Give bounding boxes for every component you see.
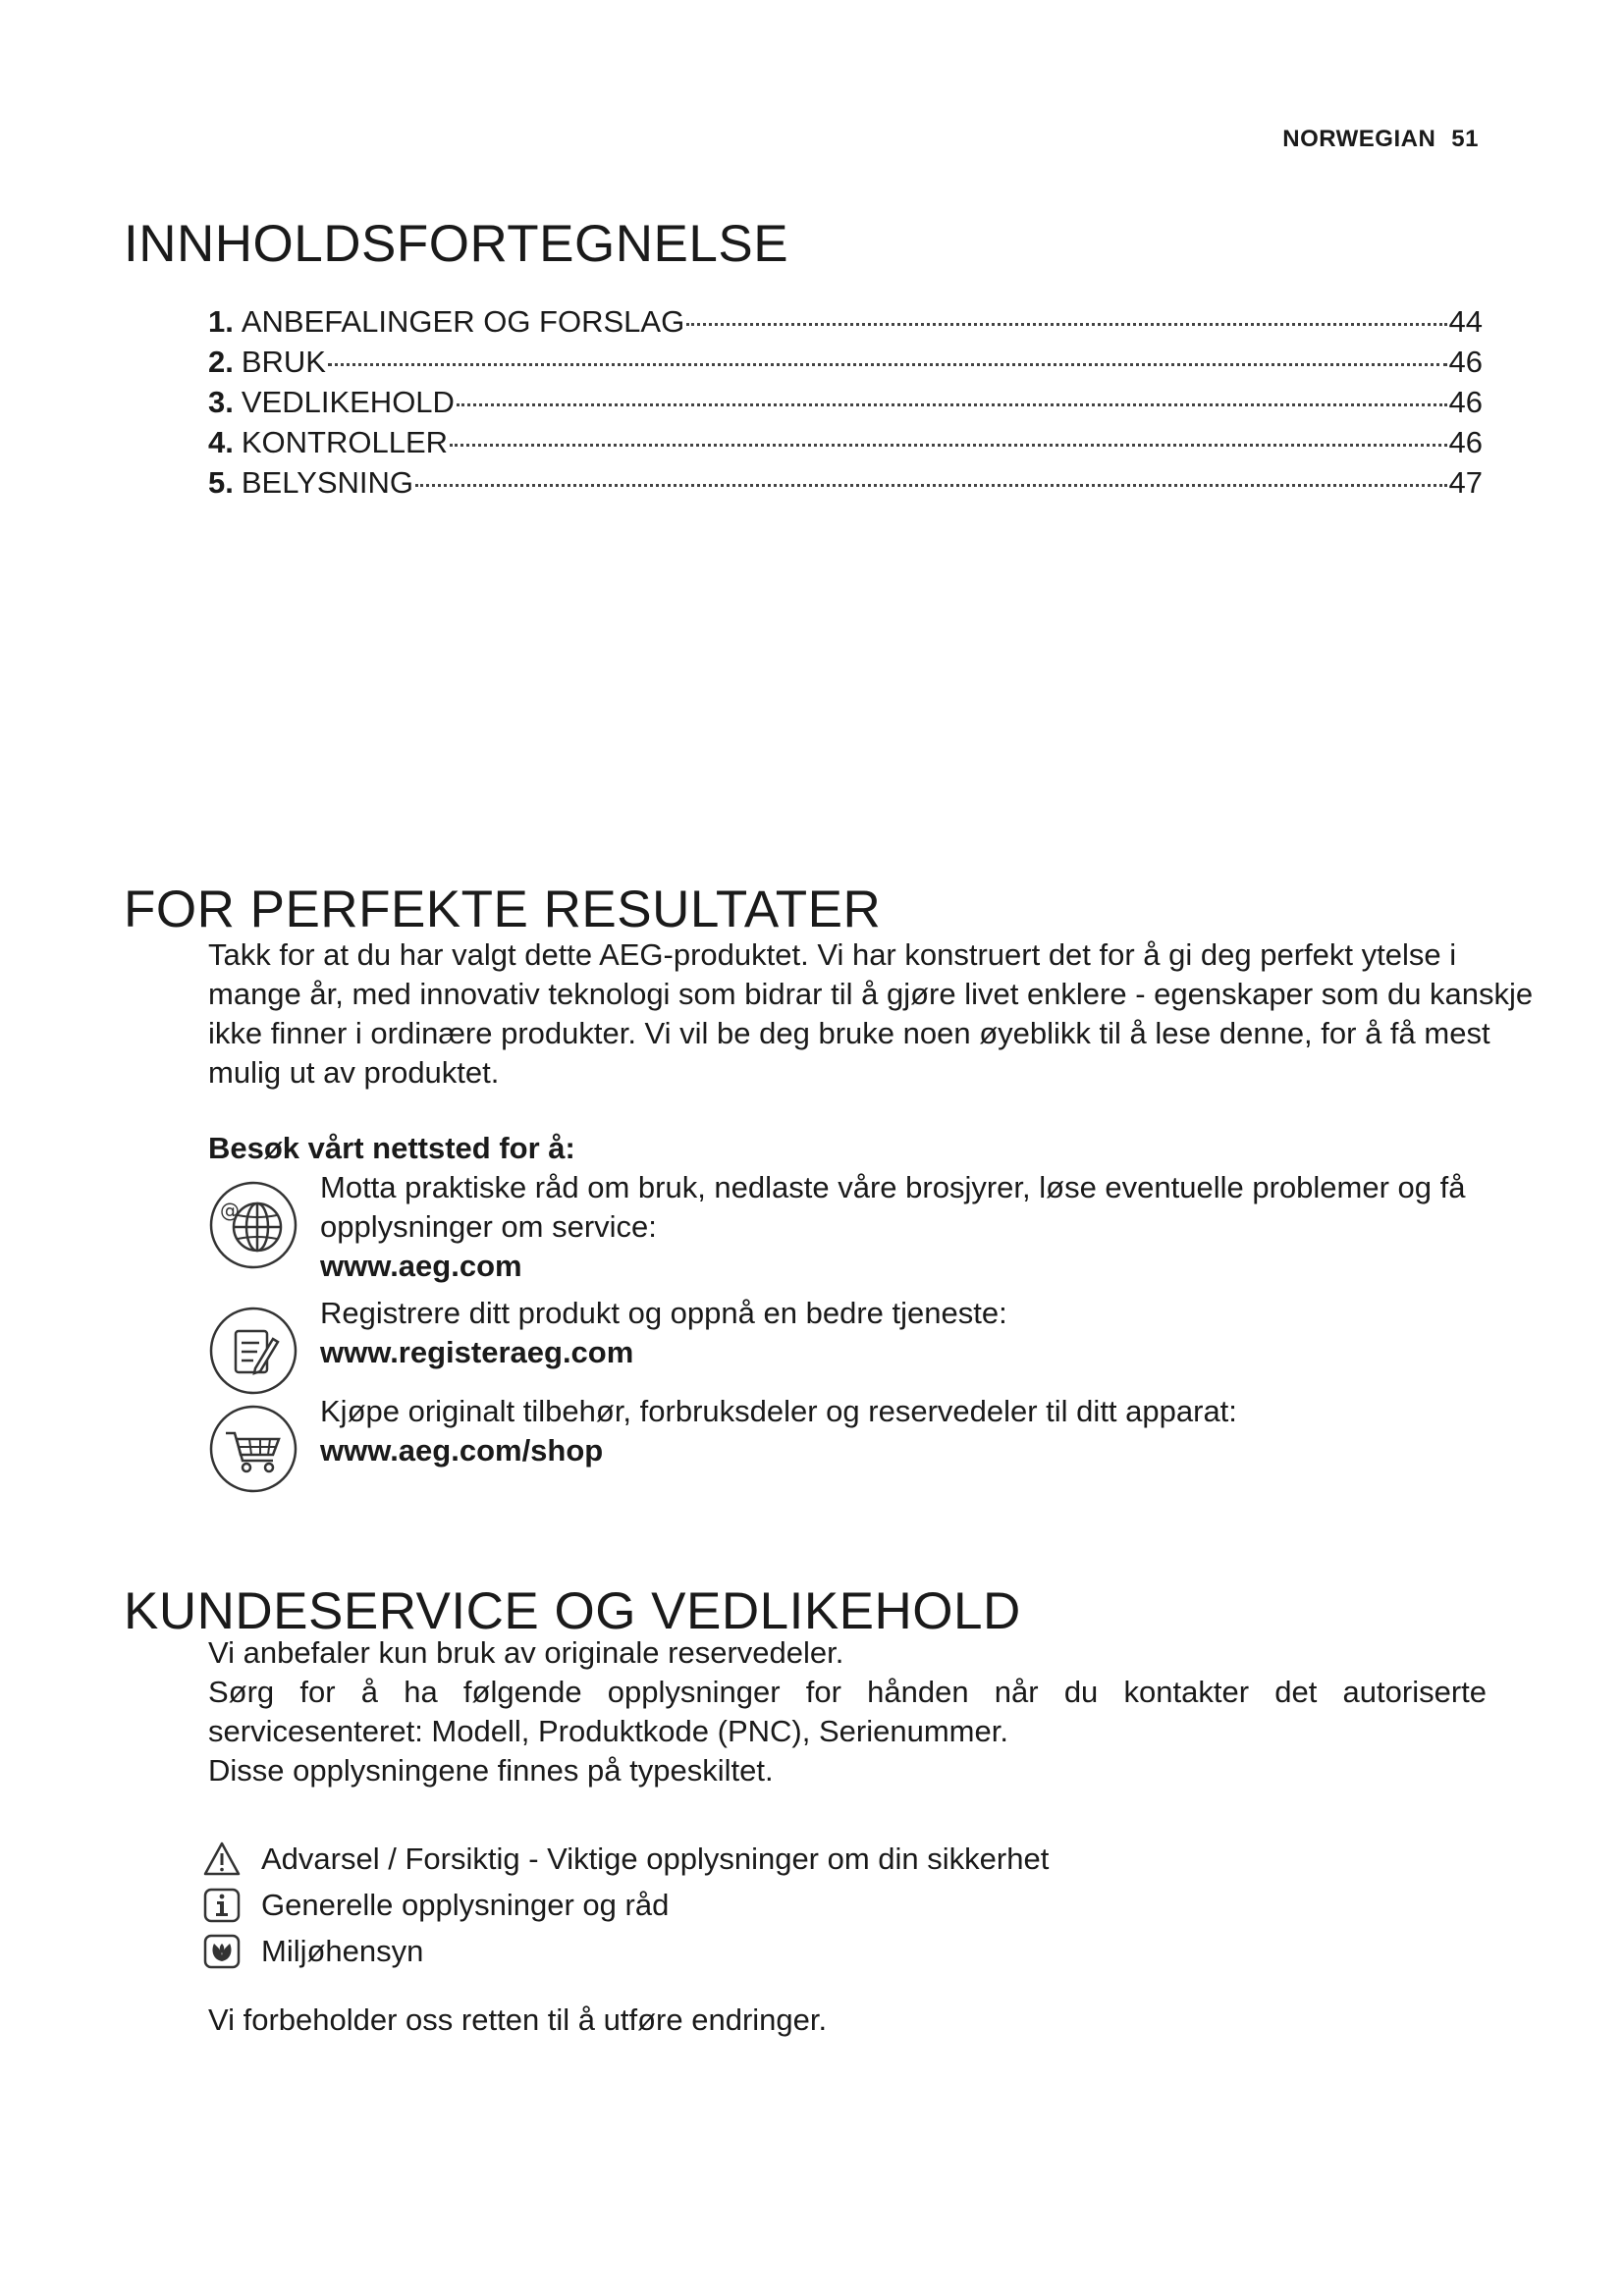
svg-text:@: @ — [220, 1199, 240, 1222]
results-title: FOR PERFEKTE RESULTATER — [124, 881, 882, 938]
visit-item-link[interactable]: www.aeg.com — [320, 1249, 522, 1283]
header-page-number: 51 — [1451, 126, 1479, 152]
visit-item-register — [208, 1294, 1534, 1396]
visit-item-support — [208, 1168, 1534, 1286]
legend-text: Advarsel / Forsiktig - Viktige opplysninger om din sikkerhet — [261, 1841, 1050, 1876]
toc-item-page: 44 — [1448, 304, 1483, 339]
visit-item-text: Kjøpe originalt tilbehør, forbruksdeler og reservedeler til ditt apparat: — [320, 1394, 1237, 1428]
visit-item-shop — [208, 1392, 1534, 1494]
toc-item-number: 3. — [208, 385, 234, 419]
visit-heading: Besøk vårt nettsted for å: — [208, 1131, 575, 1165]
info-icon — [202, 1886, 242, 1925]
toc-item[interactable] — [208, 385, 1483, 425]
globe-icon — [208, 1180, 298, 1270]
toc-item-page: 46 — [1448, 345, 1483, 379]
legend-text: Generelle opplysninger og råd — [261, 1887, 670, 1922]
toc-item[interactable] — [208, 345, 1483, 385]
toc-item-page: 46 — [1448, 385, 1483, 419]
visit-item-link[interactable]: www.registeraeg.com — [320, 1335, 634, 1369]
register-icon — [208, 1306, 298, 1396]
page-header — [1282, 126, 1479, 153]
toc-item-number: 4. — [208, 425, 234, 459]
toc-item-label: BRUK — [241, 345, 326, 379]
toc-item[interactable] — [208, 425, 1483, 465]
toc-item-label: KONTROLLER — [241, 425, 449, 459]
visit-item-text: Motta praktiske råd om bruk, nedlaste våre brosjyrer, løse eventuelle problemer og få opplysninger om service: — [320, 1170, 1466, 1244]
legend-item — [202, 1836, 1049, 1882]
environment-icon — [202, 1932, 242, 1971]
visit-item-text: Registrere ditt produkt og oppnå en bedre tjeneste: — [320, 1296, 1007, 1330]
toc-leader-dots — [450, 444, 1446, 447]
intro-paragraph: Takk for at du har valgt dette AEG-produktet. Vi har konstruert det for å gi deg perfekt ytelse i mange år, med innovativ teknologi som bidrar til å gjøre livet enklere - egenskaper som du kanskje ikke finner i ordinære produkter. Vi vil be deg bruke noen øyeblikk til å lese denne, for å få mest mulig ut av produktet. — [208, 937, 1534, 1090]
toc-leader-dots — [328, 363, 1447, 366]
service-section — [208, 1633, 1487, 1790]
footer-note: Vi forbeholder oss retten til å utføre endringer. — [208, 2002, 828, 2037]
toc-item-label: BELYSNING — [241, 465, 414, 500]
toc-item[interactable] — [208, 304, 1483, 345]
header-language: NORWEGIAN — [1282, 126, 1436, 152]
service-line-spare-parts: Vi anbefaler kun bruk av originale reservedeler. — [208, 1635, 844, 1670]
legend-item — [202, 1928, 1049, 1974]
toc-item-number: 1. — [208, 304, 234, 339]
toc-item-page: 46 — [1448, 425, 1483, 459]
table-of-contents — [208, 304, 1483, 506]
toc-leader-dots — [415, 484, 1447, 487]
toc-leader-dots — [457, 403, 1447, 406]
service-title: KUNDESERVICE OG VEDLIKEHOLD — [124, 1582, 1021, 1640]
toc-item-number: 5. — [208, 465, 234, 500]
toc-item-number: 2. — [208, 345, 234, 379]
shopping-cart-icon — [208, 1404, 298, 1494]
service-line-rating-plate: Disse opplysningene finnes på typeskiltet. — [208, 1753, 774, 1788]
toc-item-label: VEDLIKEHOLD — [241, 385, 455, 419]
service-line-contact: Sørg for å ha følgende opplysninger for hånden når du kontakter det autoriserte servicesenteret: Modell, Produktkode (PNC), Serienummer. — [208, 1675, 1487, 1748]
toc-item-label: ANBEFALINGER OG FORSLAG — [241, 304, 685, 339]
toc-title: INNHOLDSFORTEGNELSE — [124, 215, 789, 273]
toc-item[interactable] — [208, 465, 1483, 506]
legend-item — [202, 1882, 1049, 1928]
symbol-legend — [202, 1836, 1049, 1974]
warning-icon — [202, 1840, 242, 1879]
legend-text: Miljøhensyn — [261, 1933, 424, 1968]
toc-item-page: 47 — [1448, 465, 1483, 500]
visit-item-link[interactable]: www.aeg.com/shop — [320, 1433, 604, 1468]
toc-leader-dots — [686, 323, 1446, 326]
